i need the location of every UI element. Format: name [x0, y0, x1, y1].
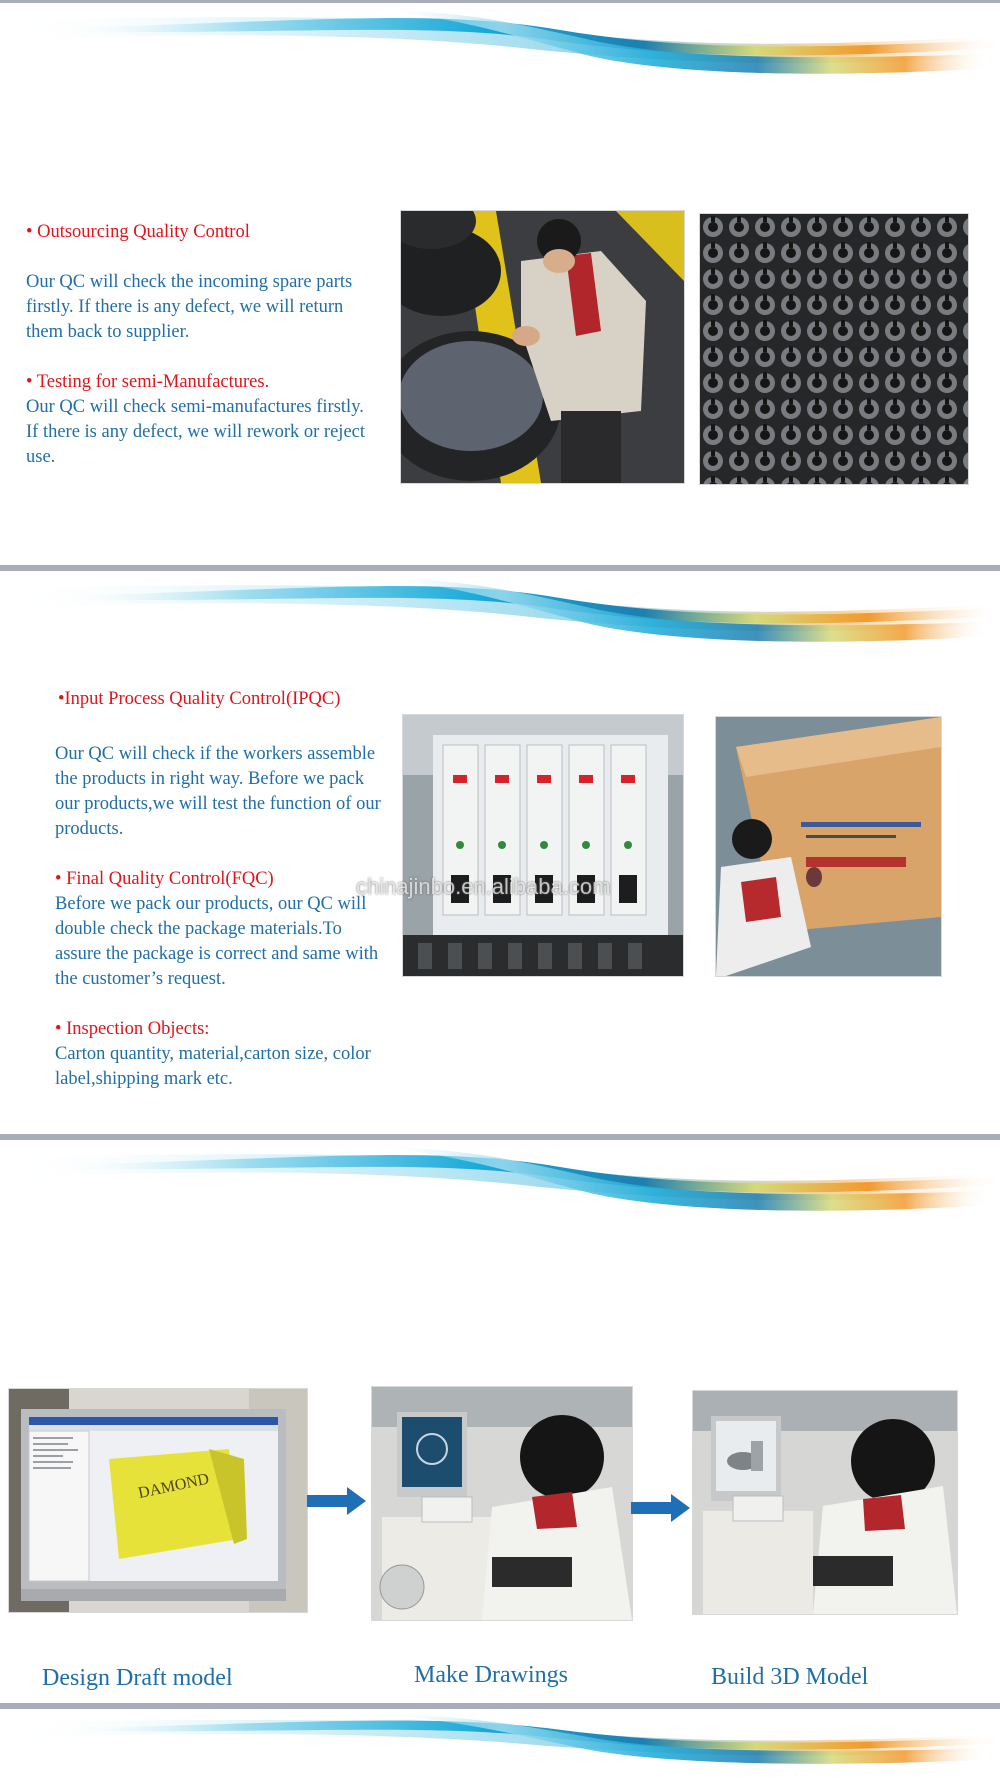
photo-worker-inspecting-parts	[400, 210, 685, 484]
photo-build-3d-model	[692, 1390, 958, 1615]
caption-make-drawings: Make Drawings	[414, 1662, 568, 1688]
caption-design-draft-model: Design Draft model	[42, 1665, 233, 1691]
outsourcing-qc-line: firstly. If there is any defect, we will return	[26, 297, 344, 317]
outsourcing-qc-line: Our QC will check the incoming spare parts	[26, 272, 353, 292]
outsourcing-qc-text	[26, 220, 406, 470]
wave-banner-2	[0, 570, 1000, 660]
ipqc-line: Our QC will check if the workers assemble	[55, 744, 376, 764]
fqc-line: assure the package is correct and same with	[55, 944, 379, 964]
arrow-right-icon	[631, 1493, 691, 1523]
inspection-objects-line: Carton quantity, material,carton size, color	[55, 1044, 371, 1064]
photo-metal-parts-tray	[699, 213, 969, 485]
ipqc-line: our products,we will test the function of our	[55, 794, 381, 814]
semi-manufactures-line: use.	[26, 447, 56, 467]
ipqc-heading: •Input Process Quality Control(IPQC)	[58, 689, 341, 709]
fqc-line: the customer’s request.	[55, 969, 226, 989]
photo-carton-inspection	[715, 716, 942, 977]
semi-manufactures-heading: • Testing for semi-Manufactures.	[26, 372, 270, 392]
ipqc-line: products.	[55, 819, 124, 839]
semi-manufactures-line: If there is any defect, we will rework or reject	[26, 422, 366, 442]
inspection-objects-line: label,shipping mark etc.	[55, 1069, 233, 1089]
outsourcing-qc-line: them back to supplier.	[26, 322, 190, 342]
fqc-line: double check the package materials.To	[55, 919, 342, 939]
fqc-heading: • Final Quality Control(FQC)	[55, 869, 274, 889]
photo-make-drawings	[371, 1386, 633, 1621]
caption-build-3d-model: Build 3D Model	[711, 1664, 869, 1690]
fqc-line: Before we pack our products, our QC will	[55, 894, 367, 914]
wave-banner-4	[0, 1708, 1000, 1778]
arrow-right-icon	[307, 1486, 367, 1516]
outsourcing-qc-heading: • Outsourcing Quality Control	[26, 222, 250, 242]
photo-design-draft-monitor	[8, 1388, 308, 1613]
ipqc-fqc-text	[55, 742, 405, 1092]
wave-banner-3	[0, 1139, 1000, 1229]
watermark: chinajinbo.en.alibaba.com	[356, 874, 611, 899]
photo-testing-machine	[402, 714, 684, 977]
wave-banner-1	[0, 2, 1000, 92]
semi-manufactures-line: Our QC will check semi-manufactures firstly.	[26, 397, 364, 417]
inspection-objects-heading: • Inspection Objects:	[55, 1019, 210, 1039]
monitor-label: DAMOND	[136, 1470, 211, 1503]
ipqc-line: the products in right way. Before we pack	[55, 769, 365, 789]
ipqc-heading-block	[58, 687, 438, 712]
